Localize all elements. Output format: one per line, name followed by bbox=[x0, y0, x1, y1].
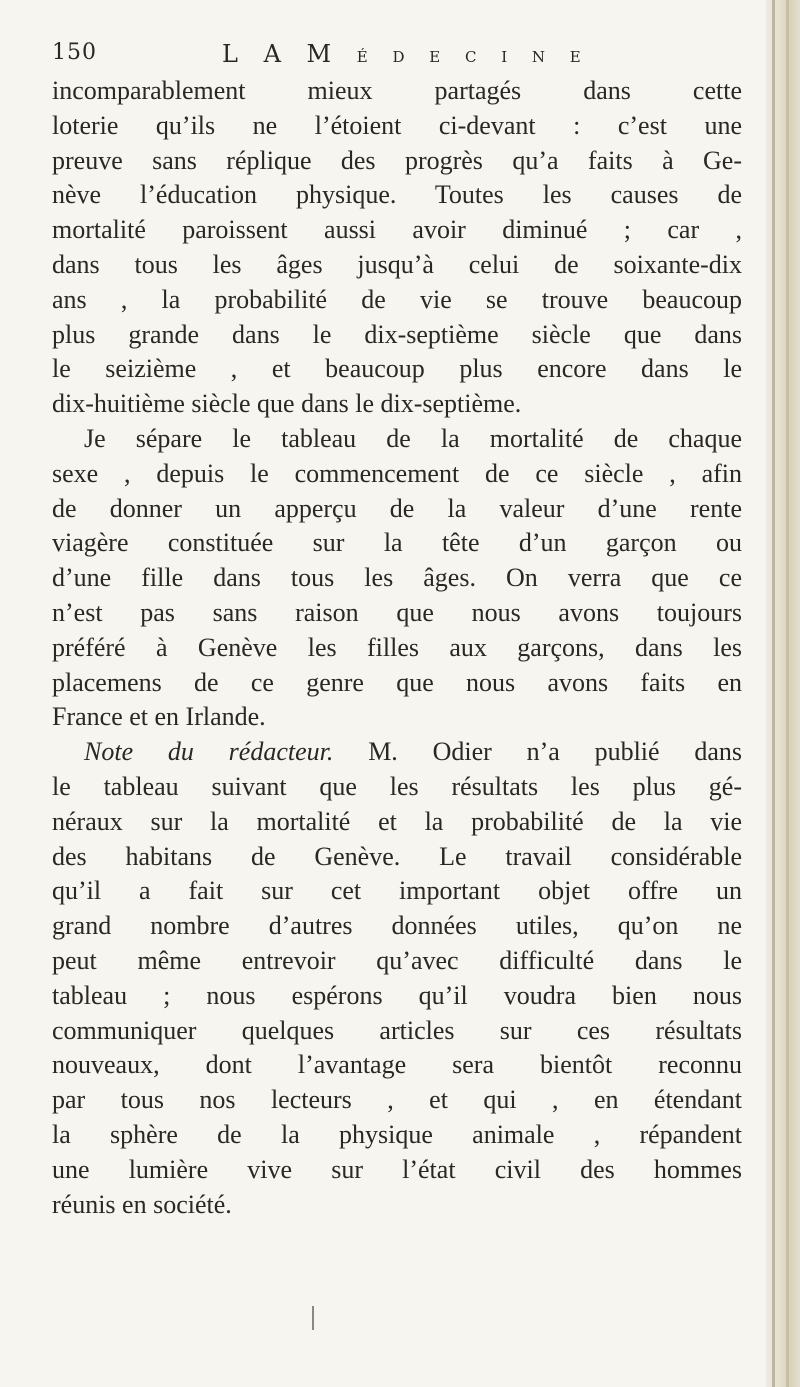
text-line: preuve sans réplique des progrès qu’a faits à Ge- bbox=[52, 145, 742, 175]
text-line: mortalité paroissent aussi avoir diminué ; car , bbox=[52, 215, 742, 245]
text-line: sexe , depuis le commencement de ce siècle , afin bbox=[52, 458, 742, 488]
text-line: placemens de ce genre que nous avons faits en bbox=[52, 667, 742, 697]
text-line: d’une fille dans tous les âges. On verra que ce bbox=[52, 563, 742, 593]
text-line: communiquer quelques articles sur ces résultats bbox=[52, 1015, 742, 1045]
text-line: dans tous les âges jusqu’à celui de soixante-dix bbox=[52, 249, 742, 279]
text-line: le tableau suivant que les résultats les plus gé- bbox=[52, 771, 742, 801]
text-line: incomparablement mieux partagés dans cette bbox=[52, 76, 742, 105]
text-line: qu’il a fait sur cet important objet offre un bbox=[52, 876, 742, 906]
print-mark bbox=[312, 1306, 314, 1330]
running-head bbox=[222, 40, 591, 68]
text-line: le seizième , et beaucoup plus encore dans le bbox=[52, 354, 742, 384]
running-head-rest: É D E C I N E bbox=[356, 48, 591, 66]
note-first-line-text: M. Odier n’a publié dans bbox=[368, 737, 742, 767]
page-edge-line bbox=[786, 0, 789, 1387]
body-text bbox=[52, 74, 742, 1222]
text-line: tableau ; nous espérons qu’il voudra bien nous bbox=[52, 980, 742, 1010]
text-line: nouveaux, dont l’avantage sera bientôt reconnu bbox=[52, 1050, 742, 1080]
text-line: par tous nos lecteurs , et qui , en étendant bbox=[52, 1085, 742, 1115]
text-line: dix-huitième siècle que dans le dix-septième. bbox=[52, 389, 522, 419]
text-line: France et en Irlande. bbox=[52, 702, 266, 732]
text-line: réunis en société. bbox=[52, 1189, 232, 1219]
text-line: nève l’éducation physique. Toutes les causes de bbox=[52, 180, 742, 210]
page-edge-shadow bbox=[766, 0, 800, 1387]
text-line: la sphère de la physique animale , répandent bbox=[52, 1119, 742, 1149]
text-line: une lumière vive sur l’état civil des hommes bbox=[52, 1154, 742, 1184]
text-line: viagère constituée sur la tête d’un garçon ou bbox=[52, 528, 742, 558]
text-line: ans , la probabilité de vie se trouve beaucoup bbox=[52, 284, 742, 314]
note-label: Note du rédacteur. bbox=[84, 737, 334, 767]
page-number: 150 bbox=[52, 40, 97, 65]
text-line: Je sépare le tableau de la mortalité de chaque bbox=[84, 423, 742, 453]
page-header bbox=[52, 40, 740, 70]
text-line: des habitans de Genève. Le travail considérable bbox=[52, 841, 742, 871]
text-line: préféré à Genève les filles aux garçons, dans les bbox=[52, 632, 742, 662]
text-line: de donner un apperçu de la valeur d’une rente bbox=[52, 493, 742, 523]
text-line: loterie qu’ils ne l’étoient ci-devant : c’est une bbox=[52, 110, 742, 140]
page-edge-line bbox=[772, 0, 775, 1387]
text-line: grand nombre d’autres données utiles, qu’on ne bbox=[52, 911, 742, 941]
text-line: néraux sur la mortalité et la probabilité de la vie bbox=[52, 806, 742, 836]
running-head-initial: L A M bbox=[222, 40, 341, 68]
note-first-line bbox=[52, 735, 742, 770]
text-line: peut même entrevoir qu’avec difficulté dans le bbox=[52, 945, 742, 975]
text-line: plus grande dans le dix-septième siècle que dans bbox=[52, 319, 742, 349]
text-line: n’est pas sans raison que nous avons toujours bbox=[52, 597, 742, 627]
